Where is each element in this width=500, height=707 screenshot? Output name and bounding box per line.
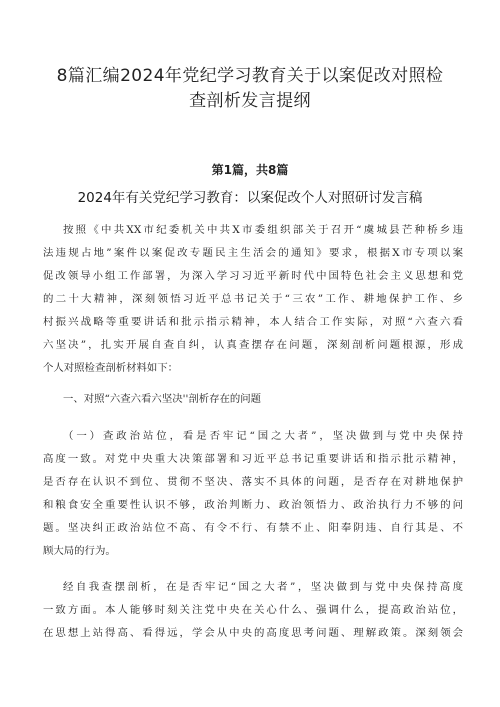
body-line: 在思想上站得高、看得远，学会从中央的高度思考问题、理解政策。深刻领会 (43, 627, 463, 639)
body-line: 和粮食安全重要性认识不够，政治判断力、政治领悟力、政治执行力不够的问 (43, 499, 463, 511)
section-title: 2024年有关党纪学习教育：以案促改个人对照研讨发言稿 (77, 190, 423, 206)
document-title (30, 64, 470, 114)
title-line-1: 8篇汇编2024年党纪学习教育关于以案促改对照检 (56, 66, 444, 86)
body-line: 个人对照检查剖析材料如下： (43, 362, 179, 374)
body-line: 六坚决”，扎实开展自查自纠，认真查摆存在问题，深刻剖析问题根源，形成 (43, 339, 463, 351)
body-line: 高度一致。对党中央重大决策部署和习近平总书记重要讲话和指示批示精神， (43, 453, 463, 465)
body-line: 促改领导小组工作部署，为深入学习习近平新时代中国特色社会主义思想和党 (43, 270, 463, 282)
body-line: 经自我查摆剖析，在是否牢记“国之大者”，坚决做到与党中央保持高度 (63, 581, 463, 593)
body-line: 法违规占地”案件以案促改专题民主生活会的通知》要求，根据X市专项以案 (43, 247, 463, 259)
body-line: 村振兴战略等重要讲话和批示指示精神，本人结合工作实际，对照“六查六看 (43, 316, 463, 328)
section-heading: 一、对照“六查六看六坚决''剖析存在的问题 (63, 393, 262, 405)
body-line: 顾大局的行为。 (43, 545, 116, 557)
body-line: 按照《中共XX市纪委机关中共X市委组织部关于召开“虞城县芒种桥乡违 (63, 224, 463, 236)
part-label: 第1篇，共8篇 (211, 163, 289, 177)
body-line: 一致方面。本人能够时刻关注党中央在关心什么、强调什么，提高政治站位， (43, 604, 463, 616)
body-line: 是否存在认识不到位、贯彻不坚决、落实不具体的问题，是否存在对耕地保护 (43, 476, 463, 488)
body-line: （一）查政治站位，看是否牢记“国之大者”，坚决做到与党中央保持 (63, 430, 463, 442)
body-line: 题。坚决纠正政治站位不高、有令不行、有禁不止、阳奉阴违、自行其是、不 (43, 522, 463, 534)
title-line-2: 查剖析发言提纲 (189, 91, 311, 111)
body-line: 的二十大精神，深刻领悟习近平总书记关于“三农”工作、耕地保护工作、乡 (43, 293, 463, 305)
